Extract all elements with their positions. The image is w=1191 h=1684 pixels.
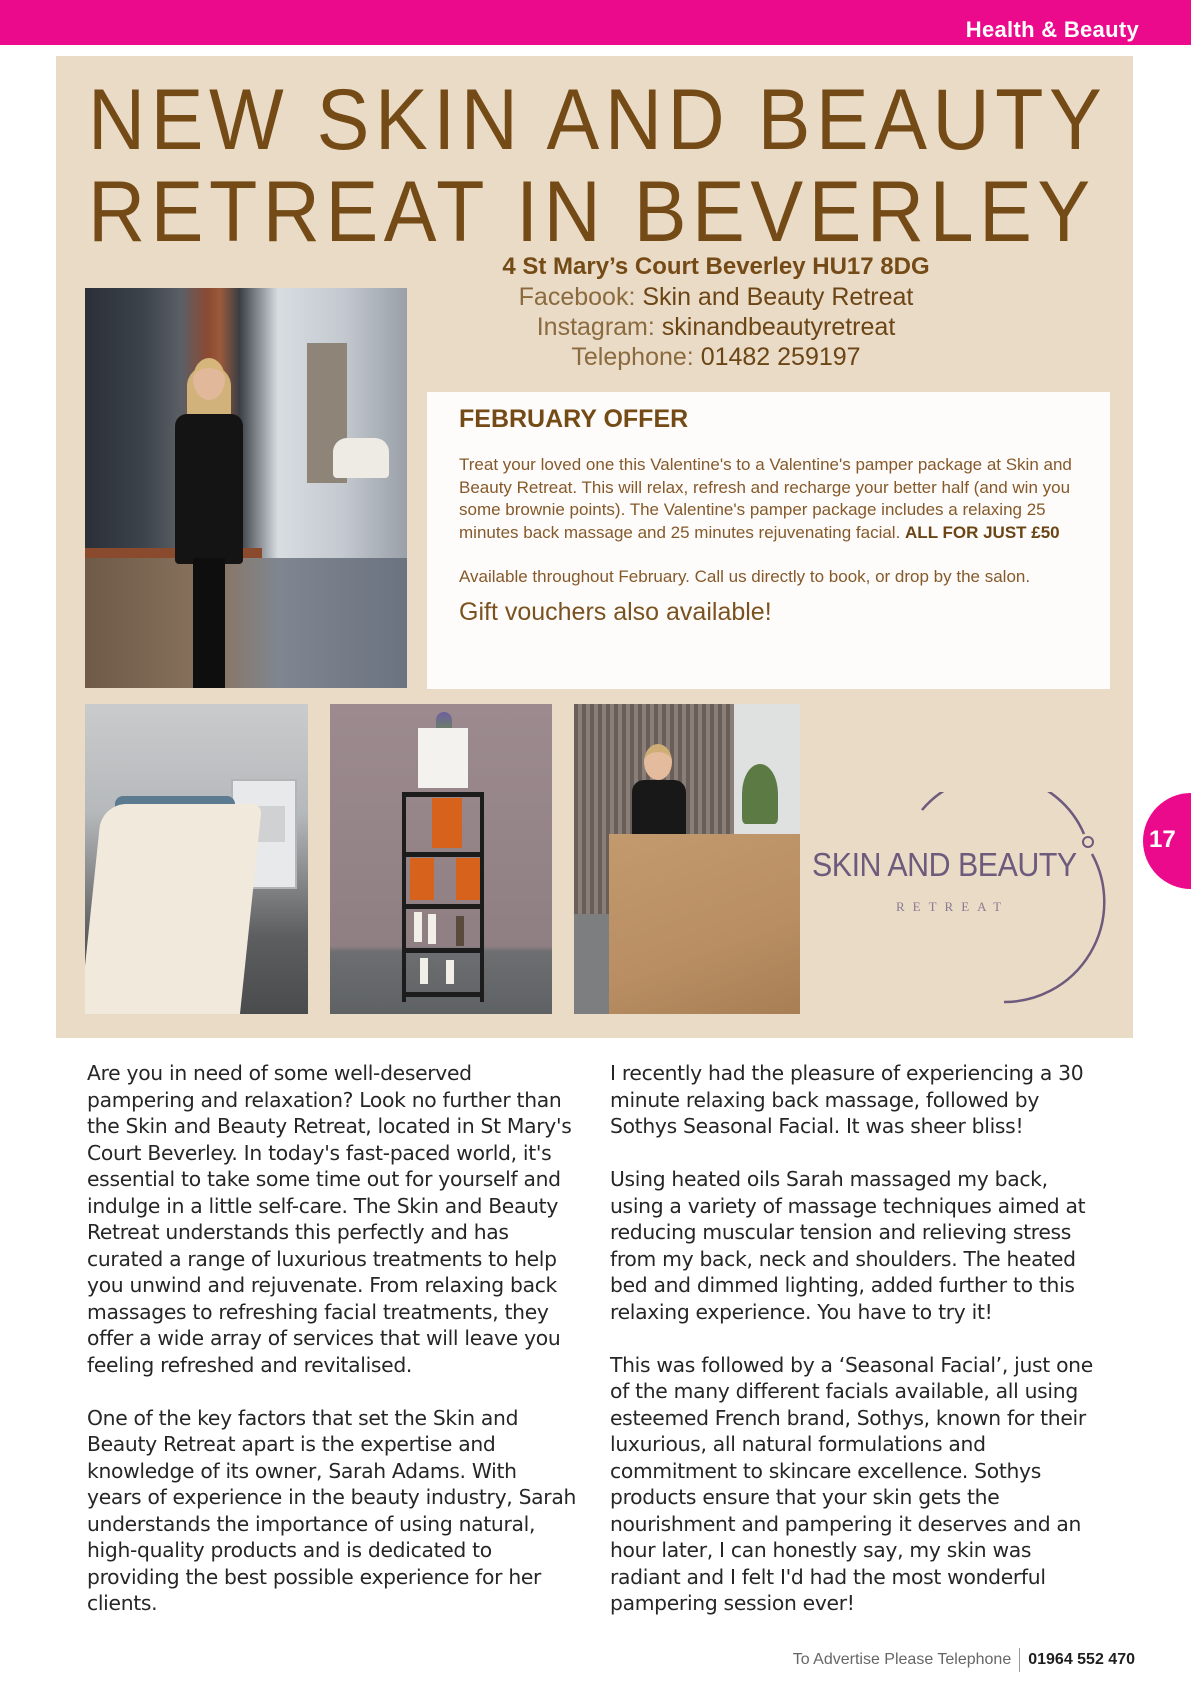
offer-availability: Available throughout February. Call us directly to book, or drop by the salon.	[459, 567, 1031, 586]
person-head	[644, 744, 672, 780]
reception-counter	[609, 834, 800, 1014]
plant	[742, 764, 778, 824]
telephone-value: 01482 259197	[700, 343, 861, 371]
product-box	[410, 858, 434, 900]
instagram-value: skinandbeautyretreat	[661, 313, 896, 341]
article-title	[88, 72, 1108, 260]
product-box	[456, 858, 480, 900]
page-number: 17	[1149, 826, 1176, 853]
advertise-footer	[793, 1648, 1135, 1672]
article-column-left	[87, 1060, 577, 1643]
instagram-label: Instagram:	[536, 313, 662, 341]
bottle	[420, 958, 428, 984]
offer-heading: FEBRUARY OFFER	[459, 405, 689, 433]
product-box	[432, 798, 462, 848]
shelf	[406, 948, 480, 953]
photo-treatment-room	[85, 704, 308, 1014]
facebook-label: Facebook:	[518, 283, 643, 311]
dress	[175, 414, 243, 564]
article-title-line-2: RETREAT IN BEVERLEY	[88, 164, 1096, 260]
shelf	[406, 992, 480, 997]
bottle	[428, 914, 436, 944]
paragraph: Using heated oils Sarah massaged my back, using a variety of massage techniques aimed at reducing muscular tension and relieving stress from my back, neck and shoulders. The heated bed and dimmed lighting, added further to this relaxing experience. You have to try it!	[610, 1167, 1086, 1324]
head	[193, 358, 225, 400]
paragraph: This was followed by a ‘Seasonal Facial’, just one of the many different facials available, all using esteemed French brand, Sothys, known for their luxurious, all natural formulations and commitment to skincare excellence. Sothys products ensure that your skin gets the nourishment and pampering it deserves and an hour later, I can honestly say, my skin was radiant and I felt I'd had the most wonderful pampering session ever!	[610, 1352, 1093, 1615]
article-column-right	[610, 1060, 1100, 1643]
article-title-line-1: NEW SKIN AND BEAUTY	[88, 72, 1108, 168]
chair	[333, 438, 389, 478]
telephone-label: Telephone:	[571, 343, 701, 371]
section-label: Health & Beauty	[965, 17, 1139, 42]
offer-body	[459, 454, 1080, 544]
february-offer-box	[427, 392, 1110, 689]
logo-wordmark: SKIN AND BEAUTY	[812, 846, 1077, 883]
shelf	[406, 852, 480, 857]
paragraph: One of the key factors that set the Skin and Beauty Retreat apart is the expertise and knowledge of its owner, Sarah Adams. With years of experience in the beauty industry, Sarah understands the importance of using natural, high-quality products and is dedicated to providing the best possible experience for her clients.	[87, 1405, 577, 1615]
bottle	[414, 912, 422, 942]
gift-vouchers-note: Gift vouchers also available!	[459, 597, 772, 626]
shelf	[406, 792, 480, 797]
address: 4 St Mary’s Court Beverley HU17 8DG	[502, 253, 930, 280]
contact-block	[496, 252, 936, 372]
section-header-bar	[0, 0, 1191, 45]
facebook-value: Skin and Beauty Retreat	[642, 283, 914, 311]
legs	[193, 558, 225, 688]
blanket	[85, 804, 262, 1014]
shelf-rack	[402, 792, 484, 1002]
feature-panel	[56, 56, 1133, 1038]
shelf	[406, 904, 480, 909]
advertise-label: To Advertise Please Telephone	[792, 1651, 1012, 1668]
instagram-line	[496, 312, 936, 342]
logo-subword: RETREAT	[896, 899, 1010, 914]
photo-product-shelf	[330, 704, 552, 1014]
bottle	[456, 916, 464, 946]
telephone-line	[496, 342, 936, 372]
offer-description: Treat your loved one this Valentine's to a Valentine's pamper package at Skin and Beauty Retreat. This will relax, refresh and recharge your better half (and win you some brownie points). The Valentine's pamper package includes a relaxing 25 minutes back massage and 25 minutes rejuvenating facial.	[459, 455, 1072, 542]
photo-owner-at-entrance	[85, 288, 407, 688]
advertise-phone: 01964 552 470	[1028, 1651, 1135, 1668]
footer-divider	[1019, 1648, 1020, 1672]
facebook-line	[496, 282, 936, 312]
offer-price: ALL FOR JUST £50	[905, 522, 1060, 542]
gift-bag	[418, 728, 468, 788]
person	[169, 358, 249, 688]
brand-logo	[812, 792, 1112, 1012]
person-body	[632, 780, 686, 840]
paragraph: Are you in need of some well-deserved pampering and relaxation? Look no further than the Skin and Beauty Retreat, located in St Mary's Court Beverley. In today's fast-paced world, it's essential to take some time out for yourself and indulge in a little self-care. The Skin and Beauty Retreat understands this perfectly and has curated a range of luxurious treatments to help you unwind and rejuvenate. From relaxing back massages to refreshing facial treatments, they offer a wide array of services that will leave you feeling refreshed and revitalised.	[87, 1061, 572, 1377]
bottle	[446, 960, 454, 984]
photo-reception-desk	[574, 704, 800, 1014]
paragraph: I recently had the pleasure of experiencing a 30 minute relaxing back massage, followed by Sothys Seasonal Facial. It was sheer bliss!	[610, 1061, 1084, 1138]
